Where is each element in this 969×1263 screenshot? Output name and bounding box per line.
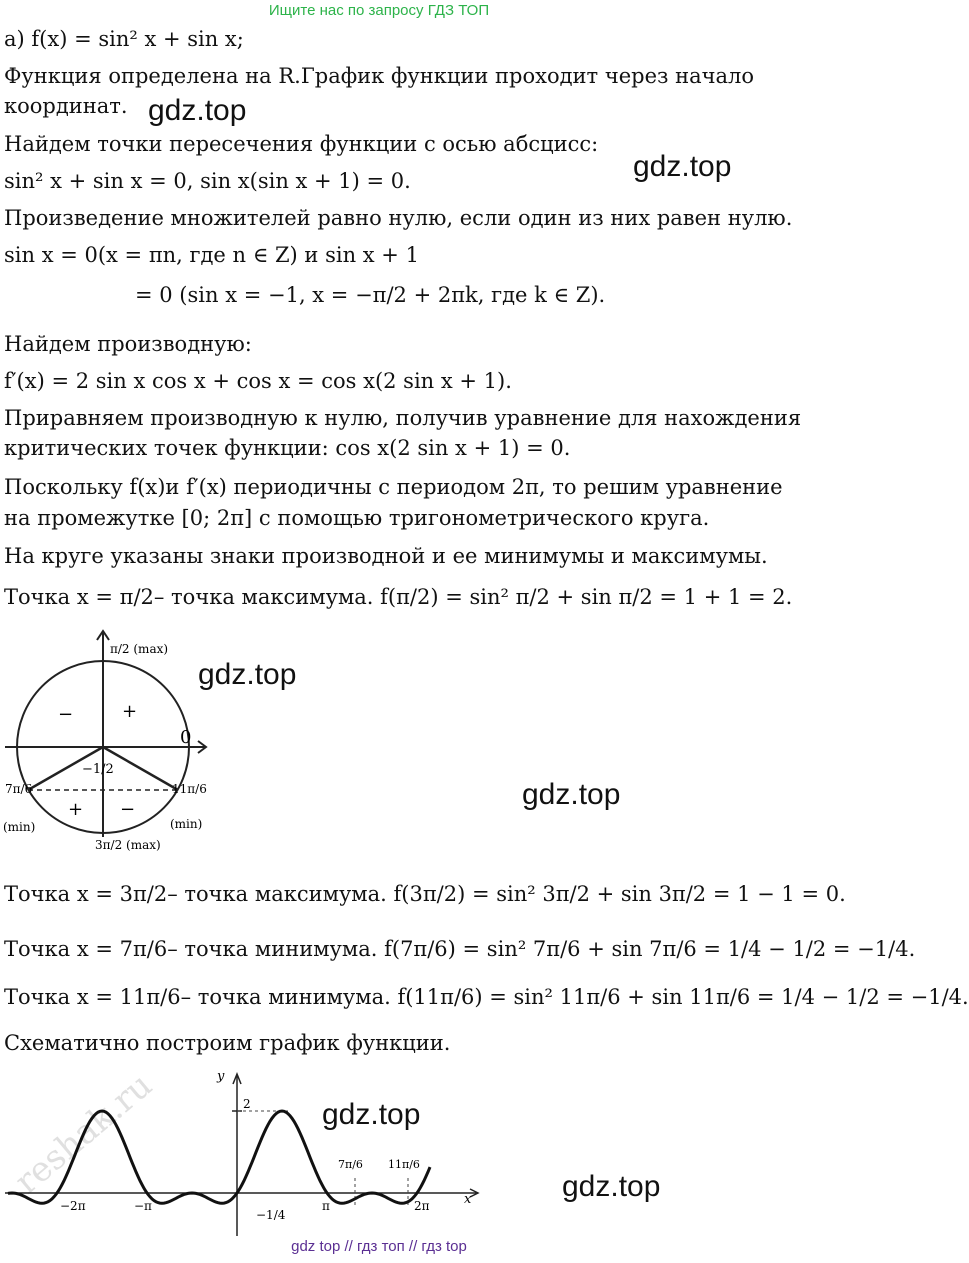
line-circle-note: На круге указаны знаки производной и ее минимумы и максимумы. [4, 544, 768, 568]
label-neg-quarter: −1/4 [256, 1208, 286, 1222]
watermark: gdz.top [562, 1170, 661, 1203]
line-point-3pi2: Точка x = 3π/2– точка максимума. f(3π/2) = sin² 3π/2 + sin 3π/2 = 1 − 1 = 0. [4, 882, 846, 906]
line-sin-minus-one: = 0 (sin x = −1, x = −π/2 + 2πk, где k ∈ Z). [135, 283, 606, 307]
line-point-11pi6: Точка x = 11π/6– точка минимума. f(11π/6) = sin² 11π/6 + sin 11π/6 = 1/4 − 1/2 = −1/4. [4, 985, 969, 1009]
svg-text:reshak.ru: reshak.ru [7, 1065, 160, 1203]
label-top: π/2 (max) [110, 642, 169, 656]
watermark: gdz.top [198, 658, 297, 691]
y-tick-label-2: 2 [243, 1097, 251, 1111]
watermark: gdz.top [322, 1098, 421, 1131]
line-set-zero: Приравняем производную к нулю, получив уравнение для нахождения [4, 406, 802, 430]
label-7pi6: 7π/6 [338, 1158, 363, 1171]
line-periodic: Поскольку f(x)и f′(x) периодичны с периодом 2π, то решим уравнение [4, 475, 783, 499]
y-axis-label: y [217, 1069, 225, 1084]
line-derivative-title: Найдем производную: [4, 332, 252, 356]
label-right-min: (min) [170, 817, 203, 831]
footer-links[interactable]: gdz top // гдз топ // гдз top [291, 1238, 467, 1255]
ray-11pi6 [103, 747, 178, 790]
trig-circle-figure [0, 625, 230, 870]
line-graph-title: Схематично построим график функции. [4, 1031, 451, 1055]
sign-q1: + [122, 701, 138, 722]
label-right: 11π/6 [172, 782, 207, 796]
sign-q4: − [120, 799, 136, 820]
line-domain: Функция определена на R.График функции проходит через начало [4, 64, 755, 88]
line-point-pi2: Точка x = π/2– точка максимума. f(π/2) = sin² π/2 + sin π/2 = 1 + 1 = 2. [4, 585, 793, 609]
tick-label-2pi: 2π [414, 1199, 430, 1213]
label-minus-half: −1/2 [82, 762, 114, 777]
line-function: а) f(x) = sin² x + sin x; [4, 27, 244, 51]
line-equation: sin² x + sin x = 0, sin x(sin x + 1) = 0. [4, 169, 411, 193]
watermark: gdz.top [522, 778, 621, 811]
tick-label-neg-2pi: −2π [60, 1199, 86, 1213]
line-intersections: Найдем точки пересечения функции с осью абсцисс: [4, 132, 599, 156]
label-zero: 0 [180, 727, 192, 748]
line-product: Произведение множителей равно нулю, если один из них равен нулю. [4, 206, 793, 230]
tick-label-neg-pi: −π [134, 1199, 152, 1213]
x-axis-label: x [464, 1192, 472, 1207]
line-interval: на промежутке [0; 2π] с помощью тригонометрического круга. [4, 506, 710, 530]
watermark: gdz.top [633, 150, 732, 183]
sign-q2: − [58, 704, 74, 725]
label-left: 7π/6 [5, 782, 33, 796]
label-left-min: (min) [3, 820, 36, 834]
label-bottom: 3π/2 (max) [95, 838, 161, 852]
watermark: gdz.top [148, 94, 247, 127]
top-banner[interactable]: Ищите нас по запросу ГДЗ ТОП [268, 2, 490, 19]
function-graph [0, 1058, 490, 1236]
label-11pi6: 11π/6 [388, 1158, 420, 1171]
line-derivative: f′(x) = 2 sin x cos x + cos x = cos x(2 sin x + 1). [4, 369, 512, 393]
tick-label-pi: π [322, 1199, 330, 1213]
sign-q3: + [68, 799, 84, 820]
line-critical: критических точек функции: cos x(2 sin x + 1) = 0. [4, 436, 571, 460]
line-sin-zero: sin x = 0(x = πn, где n ∈ Z) и sin x + 1 [4, 243, 419, 267]
line-point-7pi6: Точка x = 7π/6– точка минимума. f(7π/6) = sin² 7π/6 + sin 7π/6 = 1/4 − 1/2 = −1/4. [4, 937, 916, 961]
line-domain-cont: координат. [4, 94, 128, 118]
